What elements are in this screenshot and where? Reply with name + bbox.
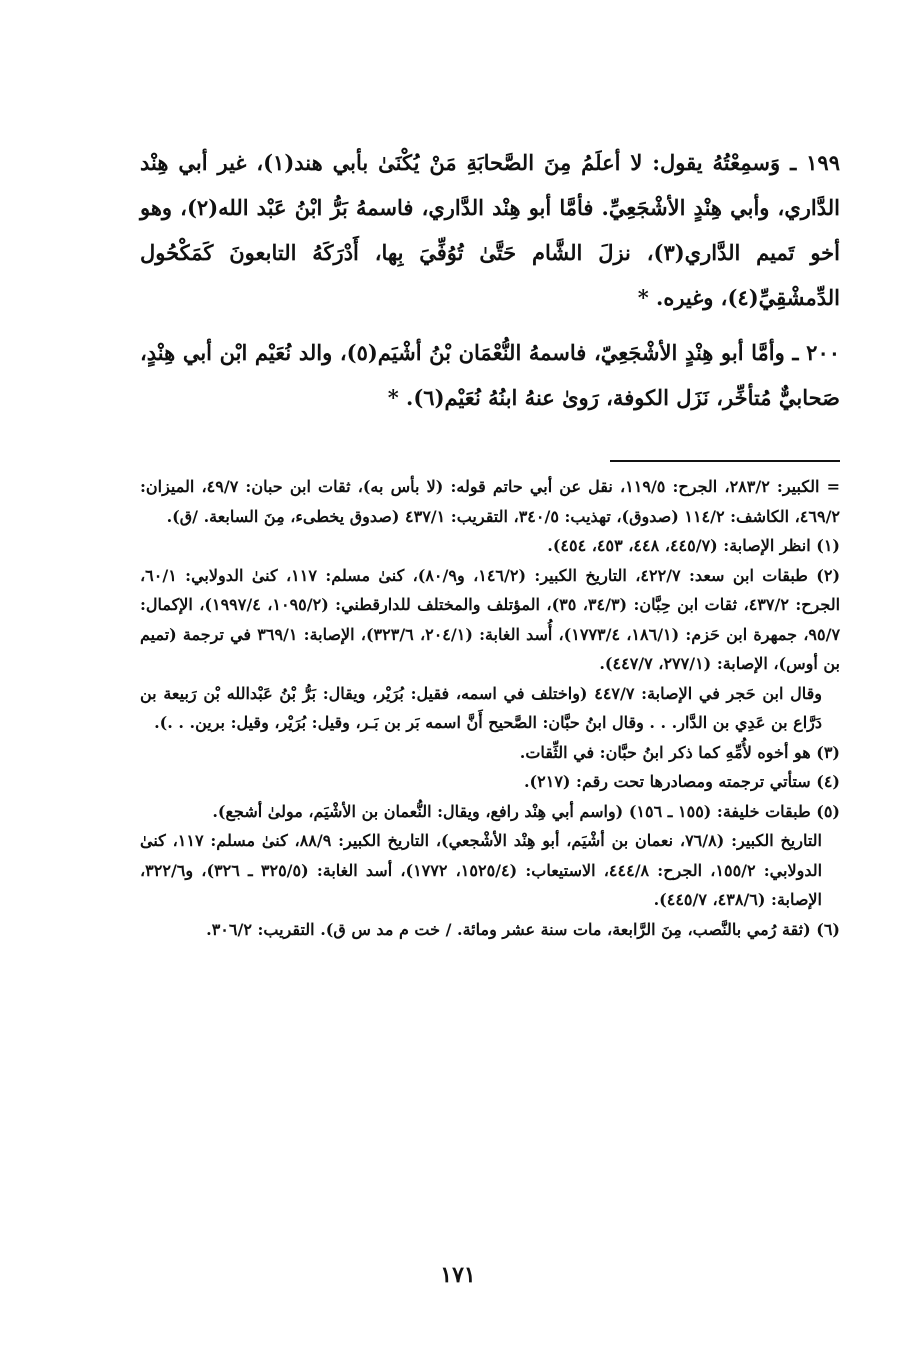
footnote-3: (٣) هو أخوه لأُمِّهِ كما ذكر ابنُ حبَّان: في الثِّقات.: [519, 742, 840, 762]
footnote-2-continuation: وقال ابن حَجر في الإصابة: ٤٤٧/٧ (واختلف في اسمه، فقيل: بُرَيْر، ويقال: بَرُّ بْنُ عَبْدالله بْن رَبيعة بن دَرَّاع بن عَدِي بن الدَّار. . . وقال ابنُ حبَّان: الصَّحيح أَنَّ اسمه بَر بن بَـر، وقيل: بُرَيْر، وقيل: برين. . .).: [140, 683, 822, 732]
footnote-1: (١) انظر الإصابة: (٤٤٥/٧، ٤٤٨، ٤٥٣، ٤٥٤).: [547, 536, 840, 555]
footnote-5-continuation: التاريخ الكبير: (٧٦/٨، نعمان بن أشْيَم، أبو هِنْد الأشْجعي)، التاريخ الكبير: ٨٨/٩، كنىٰ مسلم: ١١٧، كنىٰ الدولابي: ١٥٥/٢، الجرح: ٤٤٤/٨، الاستيعاب: (١٥٢٥/٤، ١٧٧٢)، أسد الغابة: (٣٢٥/٥ ـ ٣٢٦)، و٣٢٢/٦، الإصابة: (٤٣٨/٦، ٤٤٥/٧).: [140, 831, 823, 909]
footnotes: [140, 472, 840, 944]
footnote-6: (٦) (ثقة رُمي بالنَّصب، مِنَ الرَّابعة، مات سنة عشر ومائة. / خت م مد س ق). التقريب: ٣٠٦/٢.: [206, 919, 840, 939]
footnote-divider: [610, 460, 840, 462]
main-text: [140, 140, 840, 430]
footnote-continued: = الكبير: ٢٨٣/٢، الجرح: ١١٩/٥، نقل عن أبي حاتم قوله: (لا بأس به)، ثقات ابن حبان: ٤٩/٧، الميزان: ٤٦٩/٢، الكاشف: ١١٤/٢ (صدوق)، تهذيب: ٣٤٠/٥، التقريب: ٤٣٧/١ (صدوق يخطىء، مِنَ السابعة. /ق).: [140, 477, 841, 526]
entry-199: ١٩٩ ـ وَسمِعْتُهُ يقول: لا أعلَمُ مِنَ الصَّحابَةِ مَنْ يُكْنَىٰ بأبي هند(١)، غير أبي هِنْد الدَّاري، وأبي هِنْدٍ الأشْجَعِيِّ. فأمَّا أبو هِنْد الدَّاري، فاسمهُ بَرُّ ابْنُ عَبْد الله(٢)، وهو أخو تَميم الدَّاري(٣)، نزلَ الشَّام حَتَّىٰ تُوُفِّيَ بِها، أَدْرَكَهُ التابعونَ كَمَكْحُول الدِّمشْقِيِّ(٤)، وغيره. *: [140, 150, 841, 310]
footnote-4: (٤) ستأتي ترجمته ومصادرها تحت رقم: (٢١٧).: [523, 772, 840, 791]
footnote-5: (٥) طبقات خليفة: (١٥٥ ـ ١٥٦) (واسم أبي هِنْد رافع، ويقال: النُّعمان بن الأشْيَم، مولىٰ أشجع).: [212, 801, 840, 821]
page-number: ١٧١: [440, 1262, 476, 1288]
footnote-2: (٢) طبقات ابن سعد: ٤٢٢/٧، التاريخ الكبير: (١٤٦/٢، و٨٠/٩)، كنىٰ مسلم: ١١٧، كنىٰ الدولابي: ٦٠/١، الجرح: ٤٣٧/٢، ثقات ابن حِبَّان: (٣٤/٣، ٣٥)، المؤتلف والمختلف للدارقطني: (١٠٩٥/٢، ١٩٩٧/٤)، الإكمال: ٩٥/٧، جمهرة ابن حَزم: (١٨٦/١، ١٧٧٣/٤)، أُسد الغابة: (٢٠٤/١، ٣٢٣/٦)، الإصابة: ٣٦٩/١ في ترجمة (تميم بن أوس)، الإصابة: (٢٧٧/١، ٤٤٧/٧).: [140, 565, 841, 673]
entry-200: ٢٠٠ ـ وأمَّا أبو هِنْدٍ الأشْجَعِيّ، فاسمهُ النُّعْمَان بْنُ أشْيَم(٥)، والد نُعَيْم ابْن أبي هِنْدٍ، صَحابيٌّ مُتأخِّر، نَزَل الكوفة، رَوىٰ عنهُ ابنُهُ نُعَيْم(٦). *: [140, 340, 841, 410]
